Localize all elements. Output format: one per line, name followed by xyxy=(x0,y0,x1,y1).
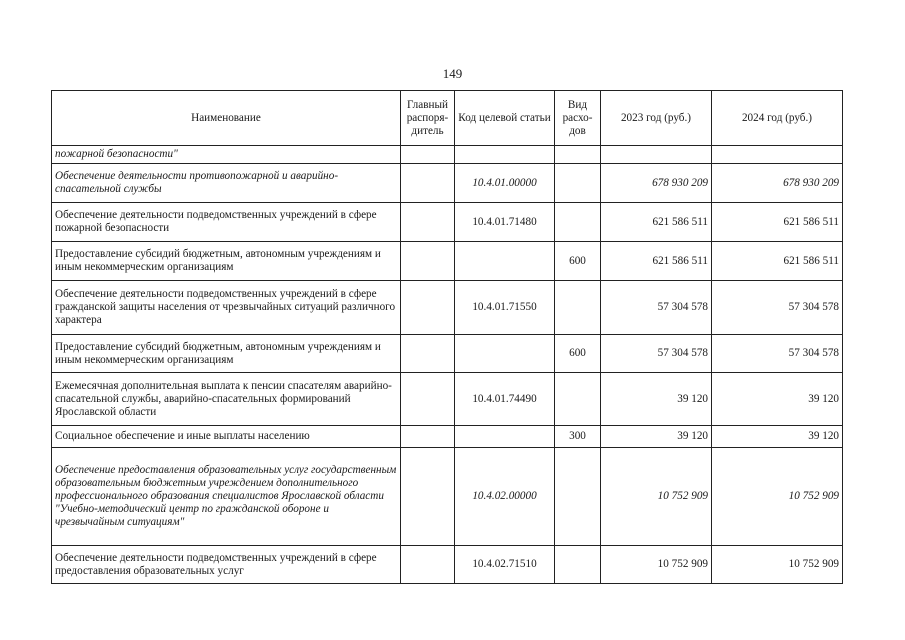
page-number: 149 xyxy=(442,66,463,81)
table-row xyxy=(52,335,843,373)
row-2024: 621 586 511 xyxy=(712,203,843,242)
row-manager xyxy=(401,242,455,281)
table-row xyxy=(52,373,843,426)
row-name: пожарной безопасности" xyxy=(52,146,401,164)
row-2024: 10 752 909 xyxy=(712,448,843,546)
row-code xyxy=(455,146,555,164)
row-2024 xyxy=(712,146,843,164)
row-expense-type: 600 xyxy=(555,242,601,281)
row-2023: 10 752 909 xyxy=(601,546,712,584)
header-manager: Главный распоря-дитель xyxy=(401,91,455,146)
row-name: Обеспечение предоставления образовательных услуг государственным образовательным бюджетным учреждением дополнительного профессионального образования специалистов Ярославской области "Учебно-методический центр по гражданской обороне и чрезвычайным ситуациям" xyxy=(52,448,401,546)
table-row xyxy=(52,281,843,335)
row-2023: 57 304 578 xyxy=(601,335,712,373)
row-name: Предоставление субсидий бюджетным, автономным учреждениям и иным некоммерческим организациям xyxy=(52,335,401,373)
row-expense-type xyxy=(555,448,601,546)
table-row xyxy=(52,203,843,242)
header-code: Код целевой статьи xyxy=(455,91,555,146)
row-expense-type xyxy=(555,281,601,335)
row-expense-type xyxy=(555,373,601,426)
table-row xyxy=(52,426,843,448)
row-manager xyxy=(401,164,455,203)
row-code: 10.4.01.00000 xyxy=(455,164,555,203)
row-2023: 10 752 909 xyxy=(601,448,712,546)
table-row xyxy=(52,242,843,281)
row-name: Обеспечение деятельности подведомственных учреждений в сфере предоставления образовательных услуг xyxy=(52,546,401,584)
row-name: Обеспечение деятельности подведомственных учреждений в сфере гражданской защиты населения от чрезвычайных ситуаций различного характера xyxy=(52,281,401,335)
row-manager xyxy=(401,448,455,546)
row-code xyxy=(455,242,555,281)
table-row xyxy=(52,546,843,584)
row-2023: 39 120 xyxy=(601,373,712,426)
row-2023 xyxy=(601,146,712,164)
row-manager xyxy=(401,281,455,335)
budget-table xyxy=(51,90,843,584)
row-expense-type xyxy=(555,146,601,164)
row-2024: 10 752 909 xyxy=(712,546,843,584)
row-code xyxy=(455,426,555,448)
row-code: 10.4.02.00000 xyxy=(455,448,555,546)
row-code: 10.4.01.71480 xyxy=(455,203,555,242)
row-expense-type: 600 xyxy=(555,335,601,373)
row-code: 10.4.01.74490 xyxy=(455,373,555,426)
row-2024: 57 304 578 xyxy=(712,281,843,335)
row-manager xyxy=(401,203,455,242)
row-2023: 39 120 xyxy=(601,426,712,448)
row-manager xyxy=(401,546,455,584)
table-row xyxy=(52,164,843,203)
row-2024: 39 120 xyxy=(712,373,843,426)
row-manager xyxy=(401,373,455,426)
row-manager xyxy=(401,335,455,373)
header-2023: 2023 год (руб.) xyxy=(601,91,712,146)
row-2023: 621 586 511 xyxy=(601,203,712,242)
table-row xyxy=(52,448,843,546)
row-expense-type xyxy=(555,546,601,584)
row-code xyxy=(455,335,555,373)
row-name: Ежемесячная дополнительная выплата к пенсии спасателям аварийно-спасательной службы, аварийно-спасательных формирований Ярославской области xyxy=(52,373,401,426)
header-expense-type: Вид расхо-дов xyxy=(555,91,601,146)
table-row xyxy=(52,146,843,164)
row-2023: 621 586 511 xyxy=(601,242,712,281)
row-manager xyxy=(401,426,455,448)
row-2024: 621 586 511 xyxy=(712,242,843,281)
row-2024: 678 930 209 xyxy=(712,164,843,203)
row-expense-type xyxy=(555,164,601,203)
table-header-row xyxy=(52,91,843,146)
row-name: Социальное обеспечение и иные выплаты населению xyxy=(52,426,401,448)
row-manager xyxy=(401,146,455,164)
row-code: 10.4.02.71510 xyxy=(455,546,555,584)
row-2024: 39 120 xyxy=(712,426,843,448)
row-2023: 57 304 578 xyxy=(601,281,712,335)
header-name: Наименование xyxy=(52,91,401,146)
row-2023: 678 930 209 xyxy=(601,164,712,203)
row-expense-type xyxy=(555,203,601,242)
row-name: Предоставление субсидий бюджетным, автономным учреждениям и иным некоммерческим организациям xyxy=(52,242,401,281)
row-2024: 57 304 578 xyxy=(712,335,843,373)
row-expense-type: 300 xyxy=(555,426,601,448)
row-code: 10.4.01.71550 xyxy=(455,281,555,335)
row-name: Обеспечение деятельности подведомственных учреждений в сфере пожарной безопасности xyxy=(52,203,401,242)
row-name: Обеспечение деятельности противопожарной и аварийно-спасательной службы xyxy=(52,164,401,203)
header-2024: 2024 год (руб.) xyxy=(712,91,843,146)
